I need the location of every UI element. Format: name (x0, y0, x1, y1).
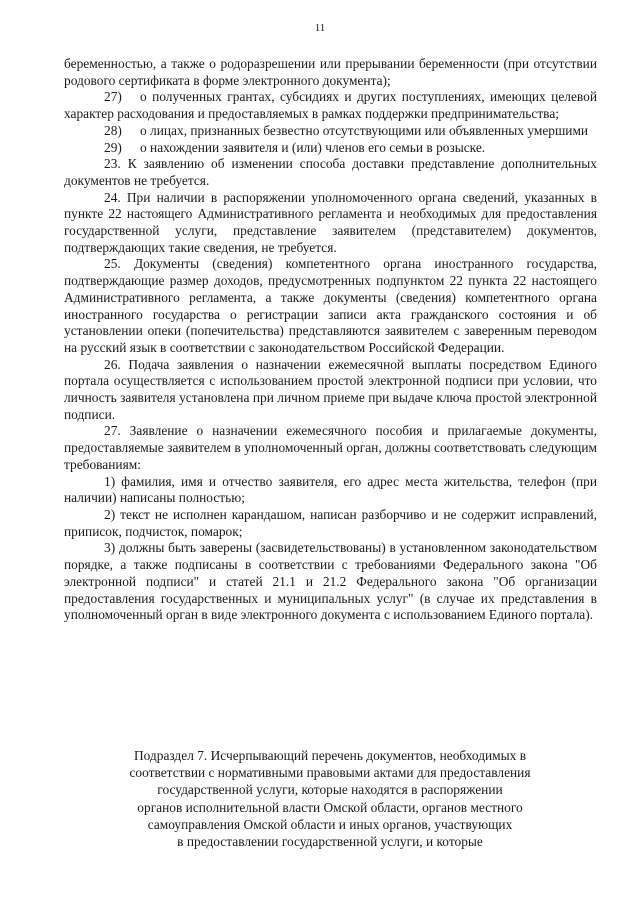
item-text: о полученных грантах, субсидиях и других поступлениях, имеющих целевой характер расходования и предоставляемых в рамках поддержки предпринимательства; (64, 89, 597, 122)
item-number: 27) (104, 89, 122, 105)
item-number: 28) (104, 122, 122, 138)
item-number: 29) (104, 139, 122, 155)
paragraph: 27. Заявление о назначении ежемесячного пособия и прилагаемые документы, предоставляемые заявителем в уполномоченный орган, должны соответствовать следующим требованиям: (64, 423, 597, 472)
body-text (64, 56, 597, 624)
list-item (64, 123, 597, 140)
section-heading-line: органов исполнительной власти Омской области, органов местного (137, 799, 523, 815)
item-text: о лицах, признанных безвестно отсутствующими или объявленных умершими (140, 122, 589, 138)
paragraph: 1) фамилия, имя и отчество заявителя, его адрес места жительства, телефон (при наличии) написаны полностью; (64, 473, 597, 506)
section-heading-line: самоуправления Омской области и иных органов, участвующих (147, 816, 513, 832)
section-heading-line: соответствии с нормативными правовыми актами для предоставления (129, 765, 531, 781)
paragraph: 24. При наличии в распоряжении уполномоченного органа сведений, указанных в пункте 22 настоящего Административного регламента и необходимых для предоставления государственной услуги, представление заявителем (представителем) документов, подтверждающих такие сведения, не требуется. (64, 189, 597, 255)
section-heading-line: Подраздел 7. Исчерпывающий перечень документов, необходимых в (133, 748, 527, 763)
paragraph: 3) должны быть заверены (засвидетельствованы) в установленном законодательством порядке, а также подписаны в соответствии с требованиями Федерального закона "Об электронной подписи" и статей 21.1 и 21.2 Федерального закона "Об организации предоставления государственных и муниципальных услуг" (в случае их представления в уполномоченный орган в виде электронного документа с использованием Единого портала). (64, 540, 597, 623)
section-heading-line: в предоставлении государственной услуги, и которые (177, 834, 483, 850)
section-heading-line: государственной услуги, которые находятся в распоряжении (157, 782, 503, 798)
item-text: о нахождении заявителя и (или) членов его семьи в розыске. (140, 139, 486, 155)
paragraph: 25. Документы (сведения) компетентного органа иностранного государства, подтверждающие размер доходов, предусмотренных подпунктом 22 пункта 22 настоящего Административного регламента, а также документы (сведения) компетентного органа иностранного государства о регистрации записи акта гражданского состояния и об установлении опеки (попечительства) представляются заявителем с заверенным переводом на русский язык в соответствии с законодательством Российской Федерации. (64, 256, 597, 355)
list-item (64, 140, 597, 157)
paragraph: беременностью, а также о родоразрешении или прерывании беременности (при отсутствии родового сертификата в форме электронного документа); (64, 56, 597, 88)
paragraph: 26. Подача заявления о назначении ежемесячной выплаты посредством Единого портала осуществляется с использованием простой электронной подписи при условии, что личность заявителя установлена при личном приеме при выдаче ключа простой электронной подписи. (64, 356, 597, 422)
paragraph: 2) текст не исполнен карандашом, написан разборчиво и не содержит исправлений, приписок, подчисток, помарок; (64, 506, 597, 539)
list-item (64, 89, 597, 122)
section-heading (70, 747, 590, 850)
paragraph: 23. К заявлению об изменении способа доставки представление дополнительных документов не требуется. (64, 156, 597, 188)
page-number: 11 (314, 22, 326, 34)
